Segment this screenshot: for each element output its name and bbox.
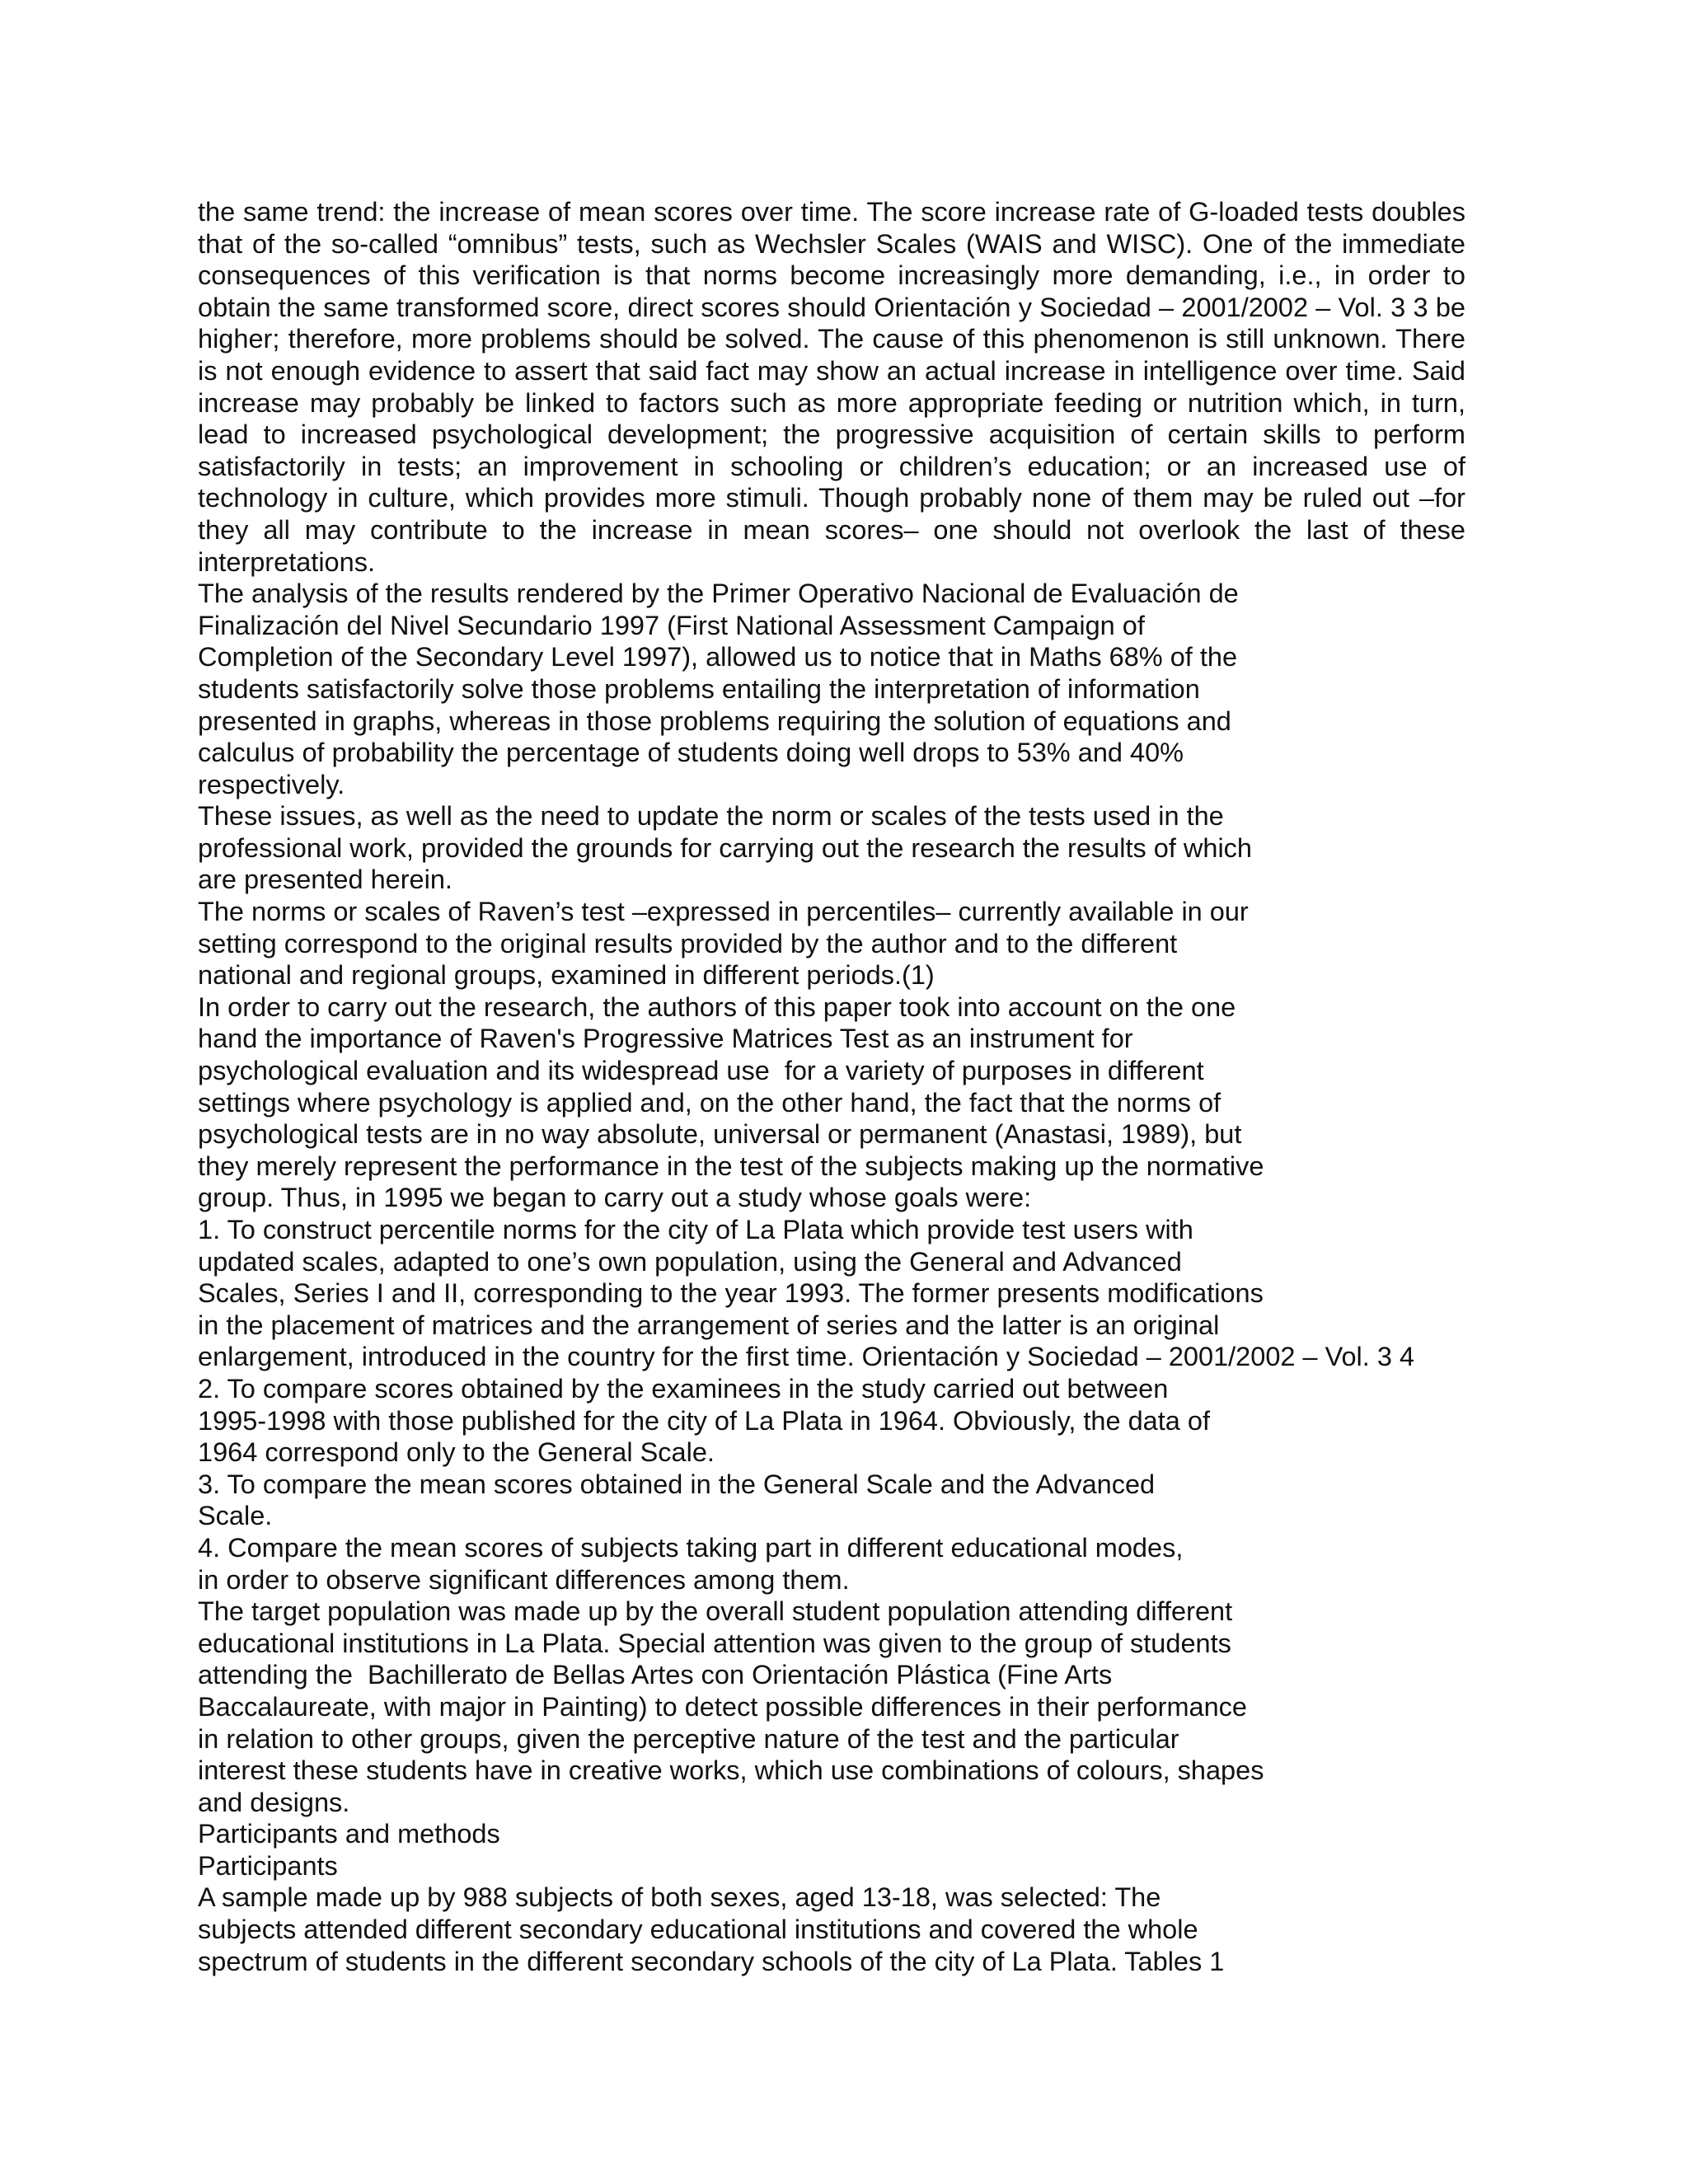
text-line: in relation to other groups, given the perceptive nature of the test and the particular	[198, 1723, 1179, 1754]
text-line: 1995-1998 with those published for the city of La Plata in 1964. Obviously, the data of	[198, 1405, 1210, 1436]
text-line: in the placement of matrices and the arrangement of series and the latter is an original	[198, 1310, 1220, 1340]
text-line: group. Thus, in 1995 we began to carry out a study whose goals were:	[198, 1183, 1032, 1213]
text-line: presented in graphs, whereas in those problems requiring the solution of equations and	[198, 705, 1231, 736]
text-line: psychological evaluation and its widespread use for a variety of purposes in different	[198, 1056, 1204, 1086]
text-line: Scales, Series I and II, corresponding to the year 1993. The former presents modifications	[198, 1278, 1264, 1309]
text-line: A sample made up by 988 subjects of both sexes, aged 13-18, was selected: The	[198, 1882, 1161, 1913]
text-line: Finalización del Nivel Secundario 1997 (First National Assessment Campaign of	[198, 610, 1145, 640]
text-line: spectrum of students in the different secondary schools of the city of La Plata. Tables 1	[198, 1946, 1225, 1976]
text-line: professional work, provided the grounds for carrying out the research the results of which	[198, 832, 1252, 863]
text-line: The target population was made up by the overall student population attending different	[198, 1596, 1233, 1627]
text-line: hand the importance of Raven's Progressive Matrices Test as an instrument for	[198, 1024, 1133, 1054]
text-line: educational institutions in La Plata. Special attention was given to the group of students	[198, 1628, 1231, 1658]
list-item-4-line: 4. Compare the mean scores of subjects taking part in different educational modes,	[198, 1532, 1184, 1563]
text-line: These issues, as well as the need to update the norm or scales of the tests used in the	[198, 801, 1224, 832]
text-line: in order to observe significant differences among them.	[198, 1564, 850, 1595]
list-item-3-line: 3. To compare the mean scores obtained in the General Scale and the Advanced	[198, 1469, 1156, 1499]
text-line: attending the Bachillerato de Bellas Artes con Orientación Plástica (Fine Arts	[198, 1660, 1113, 1690]
intro-paragraph: the same trend: the increase of mean scores over time. The score increase rate of G-loaded tests doubles that of the so-called “omnibus” tests, such as Wechsler Scales (WAIS and WISC). One of the immediate consequences of this verification is that norms become increasingly more demanding, i.e., in order to obtain the same transformed score, direct scores should Orientación y Sociedad – 2001/2002 – Vol. 3 3 be higher; therefore, more problems should be solved. The cause of this phenomenon is still unknown. There is not enough evidence to assert that said fact may show an actual increase in intelligence over time. Said increase may probably be linked to factors such as more appropriate feeding or nutrition which, in turn, lead to increased psychological development; the progressive acquisition of certain skills to perform satisfactorily in tests; an improvement in schooling or children’s education; or an increased use of technology in culture, which provides more stimuli. Though probably none of them may be ruled out –for they all may contribute to the increase in mean scores– one should not overlook the last of these interpretations.	[198, 197, 1465, 577]
text-line: enlargement, introduced in the country for the first time. Orientación y Sociedad – 2001/2002 – Vol. 3 4	[198, 1342, 1415, 1372]
text-line: national and regional groups, examined in different periods.(1)	[198, 960, 935, 991]
list-item-2-line: 2. To compare scores obtained by the examinees in the study carried out between	[198, 1373, 1169, 1404]
section-heading: Participants and methods	[198, 1819, 500, 1849]
text-line: respectively.	[198, 769, 345, 799]
text-line: Completion of the Secondary Level 1997), allowed us to notice that in Maths 68% of the	[198, 642, 1238, 673]
text-line: settings where psychology is applied and, on the other hand, the fact that the norms of	[198, 1087, 1221, 1118]
text-line: students satisfactorily solve those problems entailing the interpretation of information	[198, 673, 1200, 704]
text-line: Baccalaureate, with major in Painting) to detect possible differences in their performance	[198, 1691, 1247, 1722]
text-line: The analysis of the results rendered by the Primer Operativo Nacional de Evaluación de	[198, 579, 1239, 609]
text-line: they merely represent the performance in the test of the subjects making up the normative	[198, 1151, 1264, 1181]
document-body	[198, 196, 1484, 1977]
text-line: psychological tests are in no way absolute, universal or permanent (Anastasi, 1989), but	[198, 1119, 1242, 1150]
subsection-heading: Participants	[198, 1850, 338, 1881]
text-line: In order to carry out the research, the authors of this paper took into account on the one	[198, 991, 1236, 1022]
text-line: are presented herein.	[198, 865, 452, 895]
list-item-1-line: 1. To construct percentile norms for the city of La Plata which provide test users with	[198, 1215, 1193, 1244]
text-line: Scale.	[198, 1501, 273, 1531]
text-line: and designs.	[198, 1787, 350, 1817]
text-line: The norms or scales of Raven’s test –expressed in percentiles– currently available in our	[198, 897, 1249, 927]
text-line: updated scales, adapted to one’s own population, using the General and Advanced	[198, 1246, 1182, 1277]
text-line: calculus of probability the percentage of students doing well drops to 53% and 40%	[198, 738, 1184, 768]
text-line: interest these students have in creative works, which use combinations of colours, shapes	[198, 1755, 1264, 1786]
text-line: subjects attended different secondary educational institutions and covered the whole	[198, 1915, 1198, 1945]
text-line: setting correspond to the original results provided by the author and to the different	[198, 928, 1178, 958]
text-line: 1964 correspond only to the General Scale.	[198, 1437, 715, 1468]
